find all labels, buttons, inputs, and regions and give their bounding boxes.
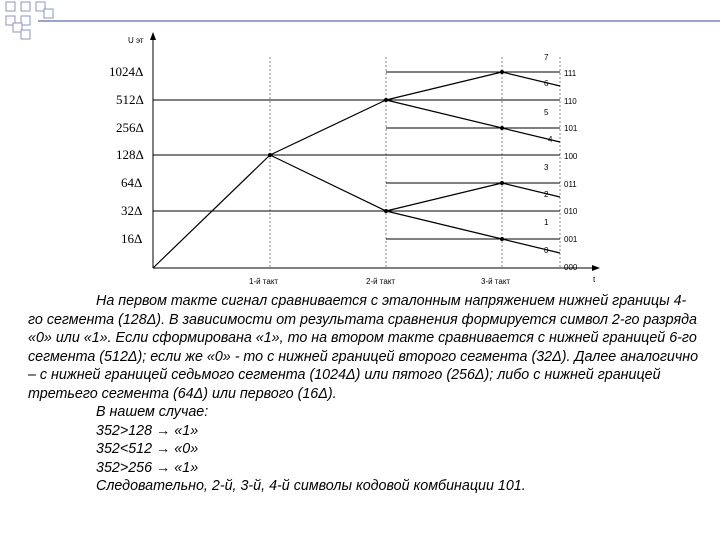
segment-number: 0 bbox=[544, 246, 549, 255]
branch bbox=[502, 239, 560, 253]
branch bbox=[270, 155, 386, 211]
comparison-1: 352>128 → «1» bbox=[96, 422, 199, 439]
node bbox=[500, 237, 504, 241]
tick-label: 2-й такт bbox=[366, 277, 396, 286]
code-word: 101 bbox=[564, 124, 578, 133]
code-word: 001 bbox=[564, 235, 578, 244]
code-word: 010 bbox=[564, 207, 578, 216]
level-label: 64Δ bbox=[121, 175, 143, 190]
code-word: 011 bbox=[564, 180, 577, 189]
level-label: 16Δ bbox=[121, 231, 143, 246]
level-label: 128Δ bbox=[116, 147, 144, 162]
x-axis-label: t bbox=[593, 275, 596, 284]
y-axis-label: U эт bbox=[128, 36, 144, 45]
segment-number: 7 bbox=[544, 53, 549, 62]
branch bbox=[502, 183, 560, 197]
segment-number: 1 bbox=[544, 218, 549, 227]
level-label: 1024Δ bbox=[109, 64, 144, 79]
node bbox=[384, 209, 388, 213]
code-word: 000 bbox=[564, 263, 578, 272]
segment-number: 2 bbox=[544, 190, 549, 199]
node bbox=[500, 126, 504, 130]
branch bbox=[386, 211, 502, 239]
node bbox=[500, 70, 504, 74]
explanation-paragraph: На первом такте сигнал сравнивается с эталонным напряжением нижней границы 4-го сегмента (128Δ). В зависимости от результата сравнения формируется символ 2-го разряда «0» или «1». Если сформирована «1», то на втором такте сравнивается с нижней границей 6-го сегмента (512Δ); если же «0» - то с нижней границей второго сегмента (32Δ). Далее аналогично – с нижней границей седьмого сегмента (1024Δ) или пятого (256Δ); либо с нижней границей третьего сегмента (64Δ) или первого (16Δ). bbox=[28, 293, 699, 402]
segment-number: 3 bbox=[544, 163, 549, 172]
decision-tree bbox=[153, 72, 560, 268]
tick-label: 3-й такт bbox=[481, 277, 511, 286]
comparison-2: 352<512 → «0» bbox=[96, 441, 199, 457]
branch bbox=[270, 100, 386, 155]
x-axis-arrow bbox=[592, 265, 600, 271]
node bbox=[384, 98, 388, 102]
branch bbox=[386, 100, 502, 128]
node bbox=[268, 153, 272, 157]
segment-number: 4 bbox=[548, 135, 553, 144]
branch bbox=[502, 72, 560, 86]
branch bbox=[386, 72, 502, 100]
code-word: 110 bbox=[564, 97, 577, 106]
level-label: 32Δ bbox=[121, 203, 143, 218]
explanation-text bbox=[28, 292, 700, 496]
case-intro: В нашем случае: bbox=[96, 404, 209, 420]
y-axis-arrow bbox=[150, 32, 156, 40]
tick-label: 1-й такт bbox=[249, 277, 279, 286]
node bbox=[500, 181, 504, 185]
code-word: 111 bbox=[564, 69, 577, 78]
segment-number: 5 bbox=[544, 108, 549, 117]
comparison-3: 352>256 → «1» bbox=[96, 459, 199, 476]
level-label: 512Δ bbox=[116, 92, 144, 107]
code-word: 100 bbox=[564, 152, 578, 161]
level-label: 256Δ bbox=[116, 120, 144, 135]
conclusion: Следовательно, 2-й, 3-й, 4-й символы кодовой комбинации 101. bbox=[96, 478, 526, 494]
segment-number: 6 bbox=[544, 79, 549, 88]
branch bbox=[386, 183, 502, 211]
